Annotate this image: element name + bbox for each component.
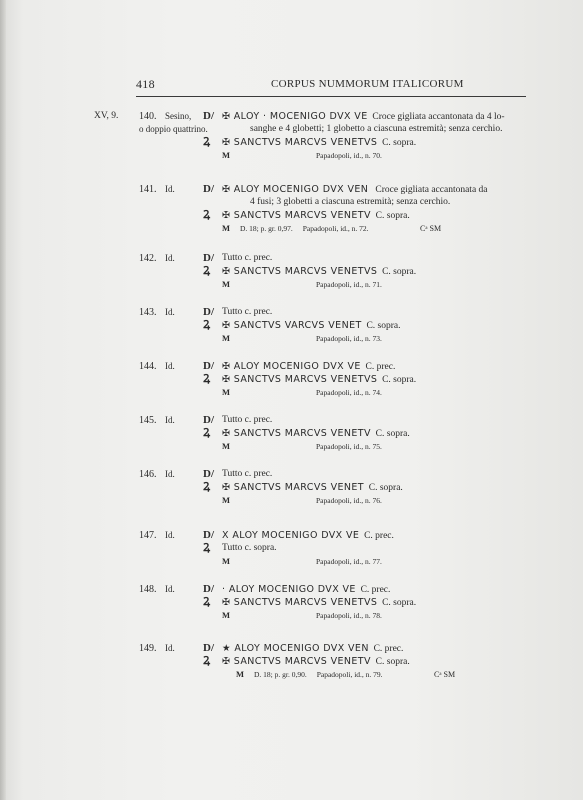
obverse-description-continued: sanghe e 4 globetti; 1 globetto a ciascuna estremità; senza cerchio. [250, 124, 503, 134]
collection-mark: Cᵃ SM [434, 670, 456, 679]
reverse-marker: Ꝝ [203, 596, 211, 608]
obverse-marker: D/ [203, 360, 214, 372]
reverse-marker: Ꝝ [203, 209, 211, 221]
reverse-marker: Ꝝ [203, 481, 211, 493]
reverse-marker: Ꝝ [203, 655, 211, 667]
metal-mark: M [236, 669, 245, 679]
obverse-text: Tutto c. prec. [222, 307, 273, 317]
running-title: CORPUS NUMMORUM ITALICORUM [271, 78, 464, 90]
reverse-description: C. sopra. [382, 267, 417, 277]
metal-mark: M [222, 333, 231, 343]
catalogue-entry-140 [0, 110, 583, 162]
bibliographic-reference: Papadopoli, id., n. 77. [316, 557, 382, 566]
obverse-description-continued: 4 fusi; 3 globetti a ciascuna estremità; senza cerchio. [250, 197, 451, 207]
reverse-marker: Ꝝ [203, 265, 211, 277]
metal-mark: M [222, 279, 231, 289]
header-rule [136, 96, 526, 97]
denomination: Id. [165, 361, 175, 371]
catalogue-entry-146 [0, 468, 583, 507]
reverse-legend: ✠ SANCTVS MARCVS VENETVS [222, 137, 378, 148]
reverse-legend: ✠ SANCTVS VARCVS VENET [222, 320, 362, 331]
obverse-legend: ✠ ALOY · MOCENIGO DVX VE [222, 111, 368, 122]
denomination: Sesino, [165, 111, 192, 121]
reverse-legend: ✠ SANCTVS MARCVS VENET [222, 482, 364, 493]
catalogue-entry-149 [0, 642, 583, 681]
entry-number: 148. [139, 584, 157, 595]
reverse-marker: Ꝝ [203, 542, 211, 554]
denomination: Id. [165, 415, 175, 425]
obverse-description: Croce gigliata accantonata da 4 lo- [372, 112, 505, 122]
reverse-description: C. sopra. [382, 375, 417, 385]
catalogue-entry-148 [0, 583, 583, 622]
entry-number: 146. [139, 469, 157, 480]
reverse-text: Tutto c. sopra. [222, 543, 277, 553]
obverse-text: Tutto c. prec. [222, 469, 273, 479]
denomination: Id. [165, 643, 175, 653]
obverse-description: C. prec. [360, 585, 391, 595]
entry-number: 144. [139, 361, 157, 372]
bibliographic-reference: Papadopoli, id., n. 74. [316, 388, 382, 397]
denomination-continued: o doppio quattrino. [139, 124, 208, 134]
obverse-text: Tutto c. prec. [222, 415, 273, 425]
reverse-description: C. sopra. [382, 598, 417, 608]
reverse-description: C. sopra. [375, 429, 410, 439]
metal-mark: M [222, 441, 231, 451]
bibliographic-reference: Papadopoli, id., n. 70. [316, 151, 382, 160]
obverse-description: C. prec. [373, 644, 404, 654]
obverse-marker: D/ [203, 529, 214, 541]
bibliographic-reference: Papadopoli, id., n. 71. [316, 280, 382, 289]
obverse-description: C. prec. [365, 362, 396, 372]
entry-number: 149. [139, 643, 157, 654]
reverse-legend: ✠ SANCTVS MARCVS VENETVS [222, 374, 378, 385]
bibliographic-reference: Papadopoli, id., n. 78. [316, 611, 382, 620]
plate-reference: XV, 9. [94, 111, 119, 121]
entry-number: 147. [139, 530, 157, 541]
catalogue-entry-147 [0, 529, 583, 568]
obverse-text: Tutto c. prec. [222, 253, 273, 263]
reverse-legend: ✠ SANCTVS MARCVS VENETV [222, 210, 371, 221]
denomination: Id. [165, 469, 175, 479]
obverse-marker: D/ [203, 468, 214, 480]
obverse-legend: ✠ ALOY MOCENIGO DVX VEN [222, 184, 369, 195]
obverse-marker: D/ [203, 414, 214, 426]
obverse-description: Croce gigliata accantonata da [375, 185, 488, 195]
reverse-description: C. sopra. [375, 657, 410, 667]
reverse-marker: Ꝝ [203, 136, 211, 148]
obverse-legend: X ALOY MOCENIGO DVX VE [222, 530, 360, 541]
catalogue-entry-142 [0, 252, 583, 291]
reverse-description: C. sopra. [368, 483, 403, 493]
entry-number: 140. [139, 111, 157, 122]
entry-number: 141. [139, 184, 157, 195]
reverse-description: C. sopra. [375, 211, 410, 221]
bibliographic-reference: Papadopoli, id., n. 79. [316, 670, 383, 679]
obverse-marker: D/ [203, 110, 214, 122]
bibliographic-reference: Papadopoli, id., n. 72. [302, 224, 369, 233]
bibliographic-reference: Papadopoli, id., n. 73. [316, 334, 382, 343]
obverse-marker: D/ [203, 183, 214, 195]
denomination: Id. [165, 584, 175, 594]
metal-mark: M [222, 387, 231, 397]
denomination: Id. [165, 253, 175, 263]
denomination: Id. [165, 184, 175, 194]
obverse-description: C. prec. [364, 531, 394, 541]
entry-number: 142. [139, 253, 157, 264]
obverse-legend: ✠ ALOY MOCENIGO DVX VE [222, 361, 361, 372]
reverse-description: C. sopra. [366, 321, 401, 331]
metal-mark: M [222, 223, 231, 233]
metal-mark: M [222, 495, 231, 505]
reverse-marker: Ꝝ [203, 319, 211, 331]
reverse-legend: ✠ SANCTVS MARCVS VENETV [222, 656, 371, 667]
bibliographic-reference: Papadopoli, id., n. 76. [316, 496, 382, 505]
page-number: 418 [136, 77, 155, 91]
obverse-legend: · ALOY MOCENIGO DVX VE [222, 584, 356, 595]
reverse-marker: Ꝝ [203, 373, 211, 385]
obverse-legend: ★ ALOY MOCENIGO DVX VEN [222, 643, 369, 654]
metal-mark: M [222, 556, 231, 566]
denomination: Id. [165, 307, 175, 317]
metal-mark: M [222, 610, 231, 620]
obverse-marker: D/ [203, 642, 214, 654]
denomination: Id. [165, 530, 175, 540]
obverse-marker: D/ [203, 252, 214, 264]
reverse-legend: ✠ SANCTVS MARCVS VENETVS [222, 597, 378, 608]
collection-mark: Cᵃ SM [420, 224, 442, 233]
catalogue-entry-145 [0, 414, 583, 453]
obverse-marker: D/ [203, 306, 214, 318]
catalogue-entry-144 [0, 360, 583, 399]
reverse-legend: ✠ SANCTVS MARCVS VENETV [222, 428, 371, 439]
obverse-marker: D/ [203, 583, 214, 595]
catalogue-entry-143 [0, 306, 583, 345]
entry-number: 145. [139, 415, 157, 426]
reverse-description: C. sopra. [382, 138, 417, 148]
diameter-weight: D. 18; p. gr. 0,90. [254, 670, 307, 679]
diameter-weight: D. 18; p. gr. 0,97. [240, 224, 293, 233]
reverse-legend: ✠ SANCTVS MARCVS VENETVS [222, 266, 378, 277]
reverse-marker: Ꝝ [203, 427, 211, 439]
metal-mark: M [222, 150, 231, 160]
entry-number: 143. [139, 307, 157, 318]
bibliographic-reference: Papadopoli, id., n. 75. [316, 442, 382, 451]
catalogue-entry-141 [0, 183, 583, 235]
